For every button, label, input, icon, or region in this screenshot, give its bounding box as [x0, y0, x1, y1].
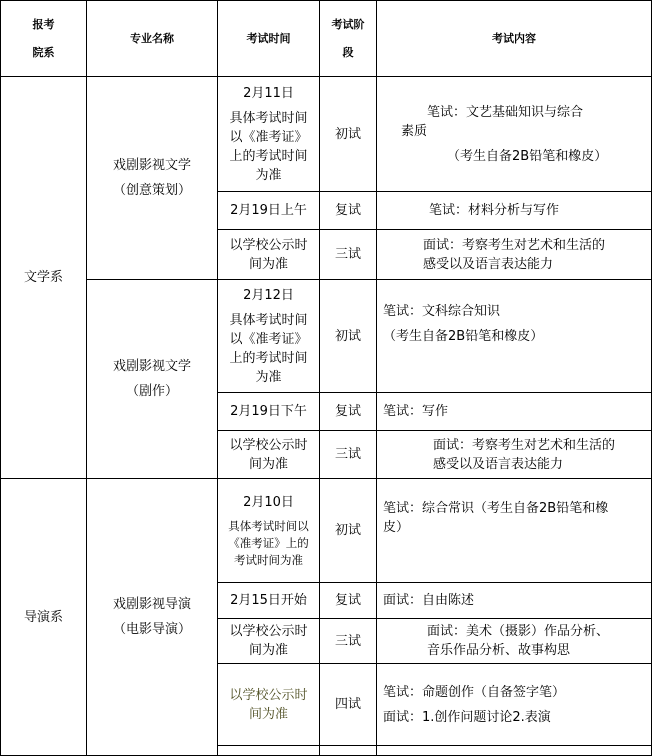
table-row	[1, 280, 652, 393]
time-note-line2: 以《准考证》	[229, 331, 308, 347]
content-cell: 笔试：写作	[377, 393, 652, 431]
content-line2: 感受以及语言表达能力	[433, 456, 564, 472]
content-cell	[377, 479, 652, 583]
content-line1: 笔试：文艺基础知识与综合	[427, 104, 584, 120]
header-stage	[320, 1, 377, 77]
dept-cell-daoyan: 导演系	[1, 479, 87, 756]
major-name-line1: 戏剧影视导演	[112, 597, 191, 612]
major-cell-directing	[87, 479, 218, 756]
content-cell	[377, 619, 652, 664]
time-line1: 以学校公示时	[229, 687, 308, 703]
time-line1: 以学校公示时	[229, 437, 308, 453]
stage-cell: 复试	[320, 393, 377, 431]
time-cell	[218, 664, 320, 746]
content-line2: 素质	[401, 123, 428, 139]
content-cell: 笔试：材料分析与写作	[377, 192, 652, 230]
content-cell	[377, 431, 652, 479]
major-name-line1: 戏剧影视文学	[112, 359, 191, 374]
content-cell: 面试：自由陈述	[377, 583, 652, 619]
table-row	[1, 479, 652, 583]
time-note-line4: 为准	[255, 167, 282, 183]
content-cell	[377, 230, 652, 280]
time-note-line1: 具体考试时间	[229, 110, 308, 126]
stage-cell: 初试	[320, 77, 377, 192]
time-cell: 2月19日下午	[218, 393, 320, 431]
time-line1: 以学校公示时	[229, 624, 308, 639]
time-line1: 以学校公示时	[229, 237, 308, 253]
stage-cell: 三试	[320, 230, 377, 280]
time-note-line1: 具体考试时间	[229, 312, 308, 328]
header-dept-line1: 报考	[32, 17, 55, 31]
time-cell	[218, 431, 320, 479]
stage-cell: 三试	[320, 431, 377, 479]
time-note-line2: 《准考证》上的	[228, 535, 309, 550]
content-cell	[377, 77, 652, 192]
stage-cell: 三试	[320, 619, 377, 664]
header-content: 考试内容	[377, 1, 652, 77]
header-stage-line1: 考试阶	[331, 17, 365, 31]
stage-cell: 复试	[320, 192, 377, 230]
content-line2: （考生自备2B铅笔和橡皮）	[383, 329, 544, 344]
stage-cell: 初试	[320, 479, 377, 583]
content-line2: 音乐作品分析、故事构思	[427, 643, 571, 658]
time-cell	[218, 280, 320, 393]
stage-cell: 初试	[320, 280, 377, 393]
content-line3: （考生自备2B铅笔和橡皮）	[447, 148, 608, 164]
time-line2: 间为准	[248, 706, 288, 722]
time-line2: 间为准	[248, 256, 288, 272]
content-line2: 面试：1.创作问题讨论2.表演	[383, 709, 551, 725]
header-row	[1, 1, 652, 77]
header-dept-line2: 院系	[32, 45, 55, 59]
time-line2: 间为准	[248, 643, 288, 658]
time-date: 2月10日	[243, 494, 294, 510]
major-name-line2: （创意策划）	[112, 183, 191, 198]
time-cell	[218, 619, 320, 664]
content-line2: 皮）	[383, 520, 410, 535]
major-name-line1: 戏剧影视文学	[112, 158, 191, 173]
major-cell-creative	[87, 77, 218, 280]
content-cell	[377, 664, 652, 746]
time-date: 2月12日	[243, 287, 294, 303]
time-cell: 2月19日上午	[218, 192, 320, 230]
time-note-line3: 考试时间为准	[234, 552, 303, 567]
time-cell	[218, 77, 320, 192]
time-date: 2月11日	[243, 85, 294, 101]
time-note-line2: 以《准考证》	[229, 129, 308, 145]
content-line2: 感受以及语言表达能力	[423, 256, 554, 272]
content-line1: 面试：考察考生对艺术和生活的	[423, 237, 606, 253]
header-time: 考试时间	[218, 1, 320, 77]
stage-cell: 四试	[320, 664, 377, 746]
time-cell	[218, 230, 320, 280]
major-cell-playwriting	[87, 280, 218, 479]
dept-cell-wenxue: 文学系	[1, 77, 87, 479]
content-line1: 笔试：文科综合知识	[383, 304, 501, 319]
stage-cell: 复试	[320, 583, 377, 619]
time-note-line1: 具体考试时间以	[228, 518, 309, 533]
content-line1: 面试：考察考生对艺术和生活的	[433, 437, 616, 453]
header-dept	[1, 1, 87, 77]
content-line1: 面试：美术（摄影）作品分析、	[427, 624, 610, 639]
time-note-line3: 上的考试时间	[229, 148, 308, 164]
time-note-line3: 上的考试时间	[229, 350, 308, 366]
header-stage-line2: 段	[342, 45, 354, 59]
time-cell: 2月15日开始	[218, 583, 320, 619]
major-name-line2: （剧作）	[125, 384, 178, 399]
time-cell	[218, 479, 320, 583]
table-row	[1, 77, 652, 192]
time-note-line4: 为准	[255, 369, 282, 385]
major-name-line2: （电影导演）	[112, 622, 191, 637]
content-line1: 笔试：综合常识（考生自备2B铅笔和橡	[383, 501, 609, 516]
header-major: 专业名称	[87, 1, 218, 77]
content-cell	[377, 280, 652, 393]
content-line1: 笔试：命题创作（自备签字笔）	[383, 684, 566, 700]
time-line2: 间为准	[248, 456, 288, 472]
